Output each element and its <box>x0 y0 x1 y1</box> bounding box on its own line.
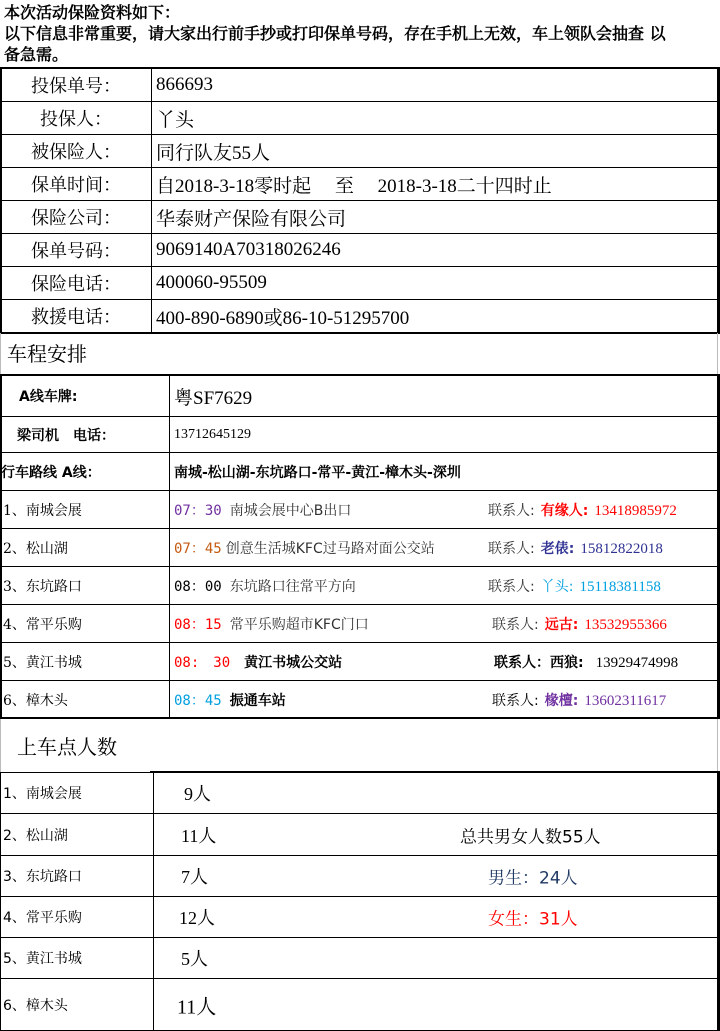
stop-time: 07：30 <box>174 502 222 519</box>
count-table <box>0 772 718 1031</box>
stop-time: 08：45 <box>174 692 222 709</box>
insurance-value: 丫头 <box>152 102 718 135</box>
contact-label: 联系人: <box>492 616 539 633</box>
counts-section-title: 上车点人数 <box>0 719 718 772</box>
intro-notice <box>4 2 716 65</box>
count-row <box>1 856 718 897</box>
insurance-label: 保单号码： <box>1 234 152 267</box>
route-row-line <box>1 453 718 491</box>
count-stop: 4、常平乐购 <box>1 897 154 938</box>
contact-phone: 13602311617 <box>584 692 667 709</box>
count-row <box>1 814 718 856</box>
insurance-label: 投保人： <box>1 102 152 135</box>
stop-row <box>1 491 718 529</box>
stop-contact <box>494 652 678 672</box>
insurance-row-rescue <box>1 300 718 333</box>
stop-time: 08：00 <box>174 578 222 595</box>
count-value: 5人 <box>181 949 208 969</box>
insurance-row-policy-no <box>1 69 718 102</box>
route-table <box>0 375 718 719</box>
insurance-row-applicant <box>1 102 718 135</box>
intro-title: 本次活动保险资料如下： <box>4 3 181 22</box>
stop-name: 6、樟木头 <box>1 681 170 719</box>
total-count: 总共男女人数55人 <box>460 827 601 847</box>
intro-notice-line2: 备急需。 <box>4 45 69 64</box>
stop-time: 08：15 <box>174 616 222 633</box>
stop-place: 东坑路口往常平方向 <box>229 578 356 595</box>
contact-name: 老俵: <box>540 540 575 557</box>
stop-row <box>1 529 718 567</box>
contact-phone: 13929474998 <box>595 654 679 671</box>
count-stop: 2、松山湖 <box>1 814 154 856</box>
stop-name: 1、南城会展 <box>1 491 170 529</box>
contact-name: 远古: <box>544 616 579 633</box>
stop-place: 南城会展中心B出口 <box>229 502 352 519</box>
male-count: 男生：24人 <box>488 868 578 889</box>
contact-label: 联系人: <box>488 578 535 595</box>
intro-notice-line1: 以下信息非常重要，请大家出行前手抄或打印保单号码，存在手机上无效，车上领队会抽查 以 <box>4 24 666 43</box>
route-label: 行车路线 A线： <box>1 453 170 491</box>
stop-name: 5、黄江书城 <box>1 643 170 681</box>
count-stop: 1、南城会展 <box>1 773 154 814</box>
schedule-section-title: 车程安排 <box>0 333 718 375</box>
contact-phone: 13418985972 <box>594 502 677 519</box>
stop-row <box>1 567 718 605</box>
insurance-value: 400-890-6890或86-10-51295700 <box>152 300 718 333</box>
insurance-row-period <box>1 168 718 201</box>
stop-name: 4、常平乐购 <box>1 605 170 643</box>
driver-label: 梁司机 电话： <box>1 417 170 453</box>
insurance-label: 保险电话： <box>1 267 152 300</box>
insurance-row-insured <box>1 135 718 168</box>
count-value: 11人 <box>177 996 217 1018</box>
insurance-value: 同行队友55人 <box>152 135 718 168</box>
stop-place: 常平乐购超市KFC门口 <box>229 616 369 633</box>
insurance-value: 自2018-3-18零时起 至 2018-3-18二十四时止 <box>152 168 718 201</box>
stop-contact <box>488 576 661 596</box>
contact-label: 联系人: <box>488 502 535 519</box>
stop-row <box>1 681 718 719</box>
insurance-row-policy-code <box>1 234 718 267</box>
insurance-label: 救援电话： <box>1 300 152 333</box>
contact-label: 联系人: <box>488 540 535 557</box>
count-row <box>1 897 718 938</box>
stop-row <box>1 643 718 681</box>
stop-time: 07：45 <box>174 540 222 557</box>
count-stop: 6、樟木头 <box>1 979 154 1031</box>
insurance-label: 投保单号： <box>1 69 152 102</box>
contact-phone: 15812822018 <box>580 540 663 557</box>
count-row <box>1 773 718 814</box>
female-count: 女生：31人 <box>488 909 578 930</box>
contact-phone: 13532955366 <box>584 616 667 633</box>
insurance-label: 保单时间： <box>1 168 152 201</box>
insurance-label: 被保险人： <box>1 135 152 168</box>
insurance-row-company <box>1 201 718 234</box>
route-row-plate <box>1 376 718 417</box>
stop-contact <box>492 614 667 634</box>
contact-phone: 15118381158 <box>579 578 661 595</box>
contact-label: 联系人: <box>492 692 539 709</box>
stop-place: 创意生活城KFC过马路对面公交站 <box>225 540 435 557</box>
insurance-value: 9069140A70318026246 <box>152 234 718 267</box>
insurance-value: 400060-95509 <box>152 267 718 300</box>
contact-name: 丫头: <box>540 578 574 595</box>
driver-phone: 13712645129 <box>170 417 718 453</box>
stop-name: 3、东坑路口 <box>1 567 170 605</box>
count-stop: 3、东坑路口 <box>1 856 154 897</box>
count-row <box>1 938 718 979</box>
route-value: 南城-松山湖-东坑路口-常平-黄江-樟木头-深圳 <box>170 453 718 491</box>
insurance-value: 866693 <box>152 69 718 102</box>
insurance-label: 保险公司： <box>1 201 152 234</box>
count-stop: 5、黄江书城 <box>1 938 154 979</box>
insurance-value: 华泰财产保险有限公司 <box>152 201 718 234</box>
count-value: 9人 <box>184 784 211 804</box>
contact-name: 椽檀: <box>544 692 579 709</box>
stop-contact <box>488 538 663 558</box>
stop-contact <box>488 500 677 520</box>
stop-place: 振通车站 <box>229 692 286 709</box>
plate-label: A线车牌: <box>1 376 170 417</box>
stop-time: 08: 30 <box>174 654 231 671</box>
stop-contact <box>492 690 666 710</box>
stop-name: 2、松山湖 <box>1 529 170 567</box>
stop-row <box>1 605 718 643</box>
plate-value: 粤SF7629 <box>170 376 718 417</box>
route-row-driver <box>1 417 718 453</box>
insurance-table <box>0 68 718 333</box>
contact-name: 有缘人: <box>540 502 589 519</box>
insurance-row-phone <box>1 267 718 300</box>
stop-place: 黄江书城公交站 <box>244 654 343 671</box>
contact-label: 联系人：西狼: <box>494 654 584 671</box>
count-value: 7人 <box>181 867 208 887</box>
count-value: 11人 <box>181 825 217 846</box>
count-value: 12人 <box>179 908 215 928</box>
count-row <box>1 979 718 1031</box>
